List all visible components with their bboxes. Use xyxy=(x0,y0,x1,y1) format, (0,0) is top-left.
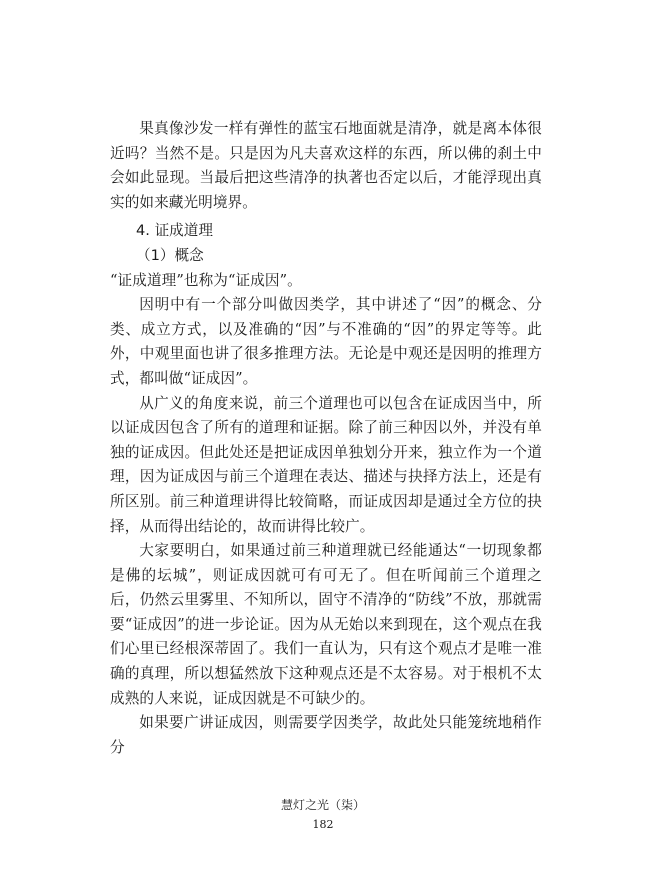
paragraph-logic: 因明中有一个部分叫做因类学，其中讲述了“因”的概念、分类、成立方式，以及准确的“因”与不准确的“因”的界定等等。此外，中观里面也讲了很多推理方法。无论是中观还是因明的推理方式，都叫做“证成因”。 xyxy=(110,296,542,387)
subsection-heading: （1）概念 xyxy=(136,246,204,264)
paragraph-broad-sense: 从广义的角度来说，前三个道理也可以包含在证成因当中，所以证成因包含了所有的道理和证据。除了前三种因以外，并没有单独的证成因。但此处还是把证成因单独划分开来，独立作为一个道理，因为证成因与前三个道理在表达、描述与抉择方法上，还是有所区别。前三种道理讲得比较简略，而证成因却是通过全方位的抉择，从而得出结论的，故而讲得比较广。 xyxy=(110,394,542,535)
footer-book-title: 慧灯之光（柒） xyxy=(280,798,365,812)
paragraph-continuation: 如果要广讲证成因，则需要学因类学，故此处只能笼统地稍作分 xyxy=(110,714,542,756)
paragraph-pure-land: 果真像沙发一样有弹性的蓝宝石地面就是清净，就是离本体很近吗？当然不是。只是因为凡夫喜欢这样的东西，所以佛的刹土中会如此显现。当最后把这些清净的执著也否定以后，才能浮现出真实的如来藏光明境界。 xyxy=(110,120,542,211)
body-text xyxy=(110,117,542,760)
page-number: 182 xyxy=(312,818,334,831)
paragraph-definition: “证成道理”也称为“证成因”。 xyxy=(110,271,302,289)
section-heading: 4. 证成道理 xyxy=(136,222,213,240)
paragraph-understanding: 大家要明白，如果通过前三种道理就已经能通达“一切现象都是佛的坛城”，则证成因就可有可无了。但在听闻前三个道理之后，仍然云里雾里、不知所以，固守不清净的“防线”不放，那就需要“证成因”的进一步论证。因为从无始以来到现在，这个观点在我们心里已经根深蒂固了。我们一直认为，只有这个观点才是唯一准确的真理，所以想猛然放下这种观点还是不太容易。对于根机不太成熟的人来说，证成因就是不可缺少的。 xyxy=(110,542,542,707)
